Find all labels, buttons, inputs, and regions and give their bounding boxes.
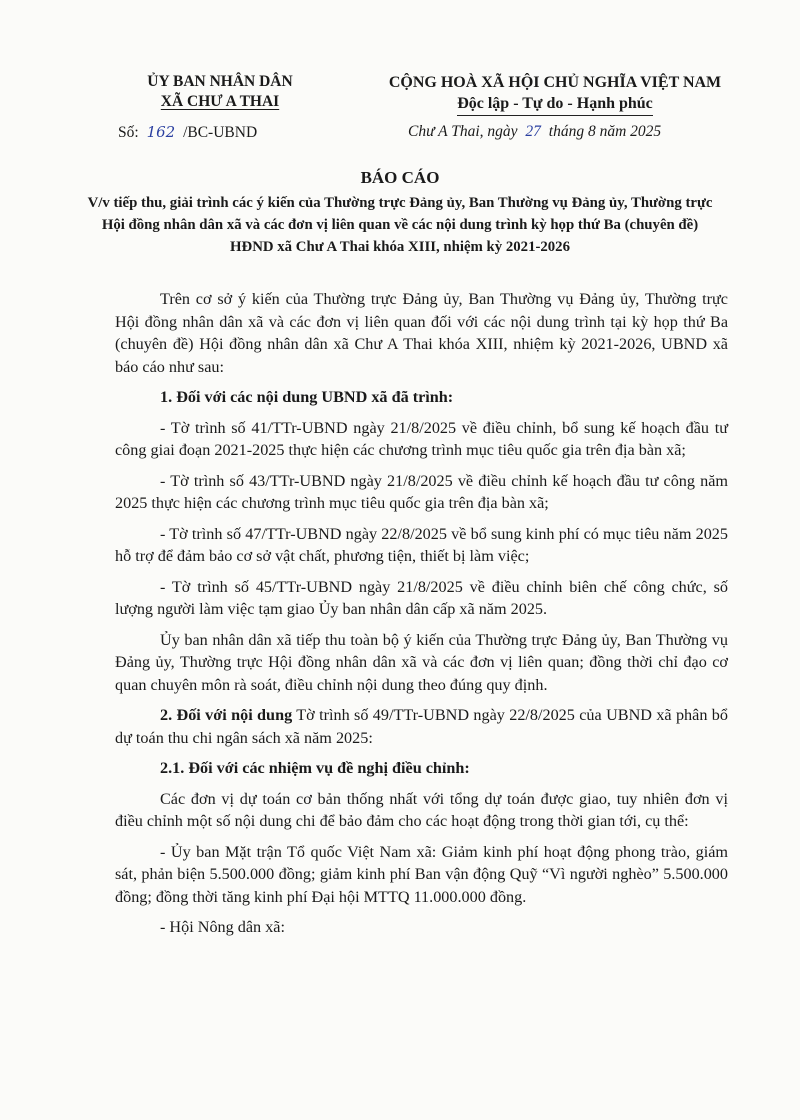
section-2-1-heading: 2.1. Đối với các nhiệm vụ đề nghị điều chỉnh: bbox=[160, 759, 470, 777]
nation-title: CỘNG HOÀ XÃ HỘI CHỦ NGHĨA VIỆT NAM bbox=[388, 74, 722, 91]
document-subject: V/v tiếp thu, giải trình các ý kiến của Thường trực Đảng ủy, Ban Thường vụ Đảng ủy, Thường trực Hội đồng nhân dân xã và các đơn vị liên quan về các nội dung trình kỳ họp thứ Ba (chuyên đề) HĐND xã Chư A Thai khóa XIII, nhiệm kỳ 2021-2026 bbox=[87, 195, 713, 255]
section-2-heading: 2. Đối với nội dung bbox=[160, 706, 293, 724]
submission-item-4: - Tờ trình số 45/TTr-UBND ngày 21/8/2025 về điều chỉnh biên chế công chức, số lượng người làm việc tạm giao Ủy ban nhân dân cấp xã năm 2025. bbox=[115, 577, 728, 618]
place-date bbox=[408, 123, 661, 141]
handwritten-day: 27 bbox=[525, 123, 541, 140]
agency-commune: XÃ CHƯ A THAI bbox=[160, 93, 280, 110]
submission-item-3: - Tờ trình số 47/TTr-UBND ngày 22/8/2025 về bổ sung kinh phí có mục tiêu năm 2025 hỗ trợ để đảm bảo cơ sở vật chất, phương tiện, thiết bị làm việc; bbox=[115, 524, 728, 565]
date-prefix: Chư A Thai, ngày bbox=[408, 123, 518, 140]
submission-item-1: - Tờ trình số 41/TTr-UBND ngày 21/8/2025 về điều chỉnh, bổ sung kế hoạch đầu tư công giai đoạn 2021-2025 thực hiện các chương trình mục tiêu quốc gia trên địa bàn xã; bbox=[115, 418, 728, 459]
farmers-association-item: - Hội Nông dân xã: bbox=[160, 918, 285, 936]
date-suffix: tháng 8 năm 2025 bbox=[548, 123, 662, 140]
submission-item-2: - Tờ trình số 43/TTr-UBND ngày 21/8/2025 về điều chỉnh kế hoạch đầu tư công năm 2025 thực hiện các chương trình mục tiêu quốc gia trên địa bàn xã; bbox=[115, 471, 728, 512]
document-body bbox=[115, 288, 728, 947]
document-title: BÁO CÁO bbox=[360, 168, 440, 187]
intro-paragraph: Trên cơ sở ý kiến của Thường trực Đảng ủy, Ban Thường vụ Đảng ủy, Thường trực Hội đồng nhân dân xã và các đơn vị liên quan đối với các nội dung trình tại kỳ họp thứ Ba (chuyên đề) Hội đồng nhân dân xã Chư A Thai khóa XIII, nhiệm kỳ 2021-2026, UBND xã báo cáo như sau: bbox=[115, 290, 728, 376]
fatherland-front-item: - Ủy ban Mặt trận Tổ quốc Việt Nam xã: Giảm kinh phí hoạt động phong trào, giám sát, phản biện 5.500.000 đồng; giảm kinh phí Ban vận động Quỹ “Vì người nghèo” 5.500.000 đồng; đồng thời tăng kinh phí Đại hội MTTQ 11.000.000 đồng. bbox=[115, 842, 728, 906]
number-suffix: /BC-UBND bbox=[183, 124, 258, 141]
number-prefix: Số: bbox=[118, 124, 139, 141]
acceptance-paragraph: Ủy ban nhân dân xã tiếp thu toàn bộ ý kiến của Thường trực Đảng ủy, Ban Thường vụ Đảng ủy, Thường trực Hội đồng nhân dân xã và các đơn vị liên quan; đồng thời chỉ đạo cơ quan chuyên môn rà soát, điều chỉnh nội dung theo đúng quy định. bbox=[115, 630, 728, 694]
document-number bbox=[118, 123, 257, 142]
section-2-text: Tờ trình số 49/TTr-UBND ngày 22/8/2025 của UBND xã phân bổ dự toán thu chi ngân sách xã năm 2025: bbox=[115, 706, 728, 747]
national-header bbox=[355, 72, 755, 116]
section-1-heading: 1. Đối với các nội dung UBND xã đã trình: bbox=[160, 388, 454, 406]
units-paragraph: Các đơn vị dự toán cơ bản thống nhất với tổng dự toán được giao, tuy nhiên đơn vị điều chỉnh một số nội dung chi để bảo đảm cho các hoạt động trong thời gian tới, cụ thể: bbox=[115, 789, 728, 830]
national-motto: Độc lập - Tự do - Hạnh phúc bbox=[457, 93, 653, 116]
agency-name: ỦY BAN NHÂN DÂN bbox=[147, 73, 293, 90]
section-2-paragraph bbox=[115, 704, 728, 749]
issuing-agency bbox=[110, 72, 330, 112]
handwritten-number: 162 bbox=[146, 123, 176, 141]
